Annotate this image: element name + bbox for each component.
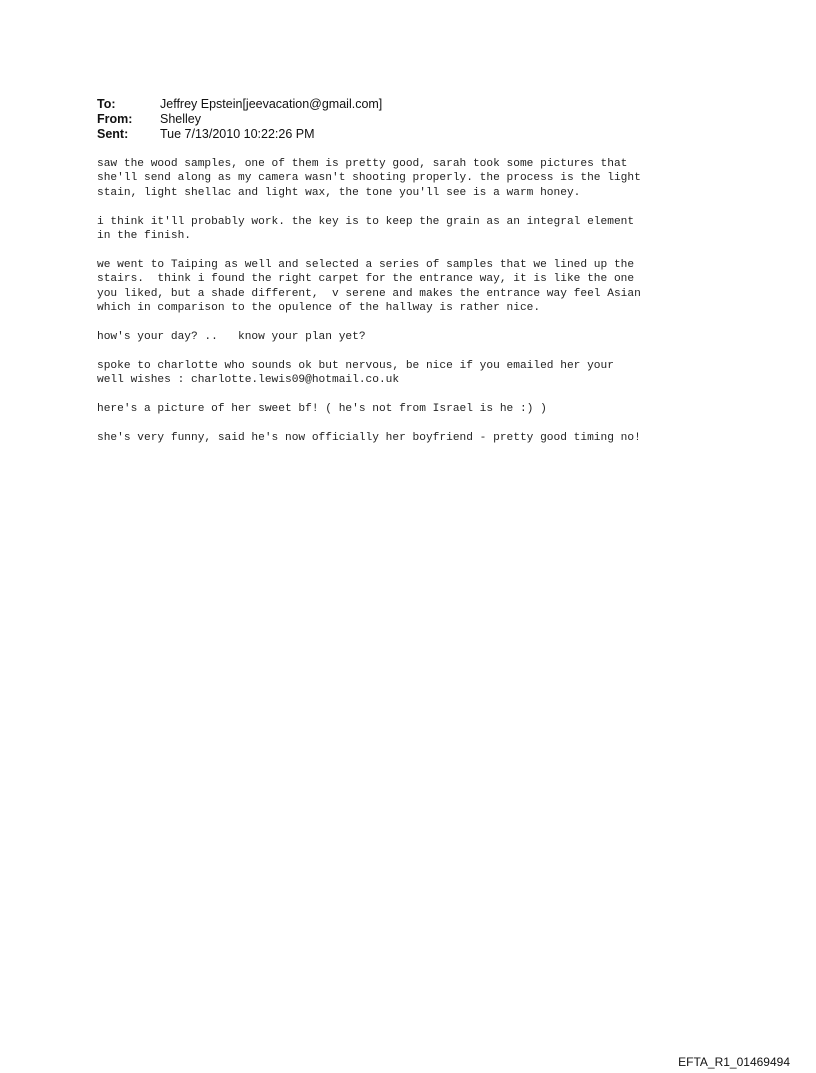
from-row (97, 112, 382, 127)
sent-label: Sent: (97, 127, 129, 141)
body-paragraph-2: i think it'll probably work. the key is to keep the grain as an integral element in the finish. (97, 215, 635, 243)
bates-number: EFTA_R1_01469494 (678, 1055, 790, 1069)
to-value: Jeffrey Epstein[jeevacation@gmail.com] (160, 97, 383, 111)
sent-value: Tue 7/13/2010 10:22:26 PM (160, 127, 315, 141)
email-body (97, 157, 777, 459)
body-paragraph-3: we went to Taiping as well and selected a series of samples that we lined up the stairs. think i found the right carpet for the entrance way, it is like the one you liked, but a shade different, v serene and makes the entrance way feel Asian which in comparison to the opulence of the hallway is rather nice. (97, 258, 641, 315)
body-paragraph-4: how's your day? .. know your plan yet? (97, 330, 366, 343)
body-paragraph-6: here's a picture of her sweet bf! ( he's not from Israel is he :) ) (97, 402, 547, 415)
email-header (97, 97, 382, 142)
body-paragraph-7: she's very funny, said he's now officially her boyfriend - pretty good timing no! (97, 431, 641, 444)
to-label: To: (97, 97, 116, 111)
to-row (97, 97, 382, 112)
body-paragraph-5: spoke to charlotte who sounds ok but nervous, be nice if you emailed her your well wishes : charlotte.lewis09@hotmail.co.uk (97, 359, 614, 387)
sent-row (97, 127, 382, 142)
from-label: From: (97, 112, 133, 126)
from-value: Shelley (160, 112, 201, 126)
body-paragraph-1: saw the wood samples, one of them is pretty good, sarah took some pictures that she'll send along as my camera wasn't shooting properly. the process is the light stain, light shellac and light wax, the tone you'll see is a warm honey. (97, 158, 641, 199)
